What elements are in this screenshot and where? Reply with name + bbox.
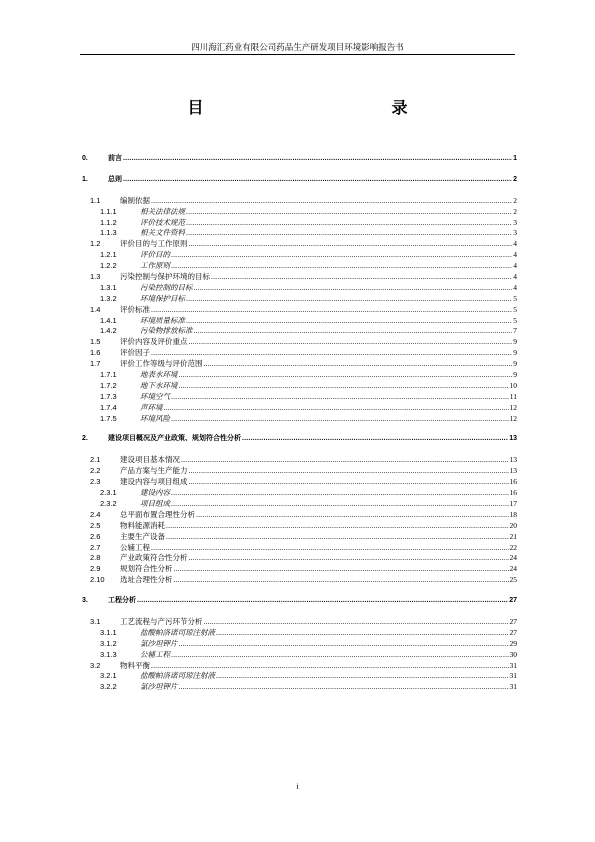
toc-leader-dots bbox=[151, 543, 509, 554]
toc-entry-page: 13 bbox=[509, 466, 517, 476]
toc-entry-title: 建设项目概况及产业政策、规划符合性分析 bbox=[108, 435, 241, 443]
toc-entry-number: 3.2.2 bbox=[100, 682, 117, 692]
toc-entry-number: 1.1.1 bbox=[100, 206, 117, 216]
toc-entry-number: 1.7.1 bbox=[100, 370, 117, 380]
toc-entry-page: 22 bbox=[509, 542, 517, 552]
toc-leader-dots bbox=[194, 326, 513, 337]
toc-entry-title: 评价标准 bbox=[120, 304, 150, 314]
toc-entry[interactable] bbox=[80, 326, 517, 337]
toc-entry[interactable] bbox=[80, 337, 517, 348]
toc-spacer bbox=[80, 186, 517, 196]
toc-entry-page: 12 bbox=[509, 402, 517, 412]
toc-entry-page: 31 bbox=[509, 682, 517, 692]
toc-entry-title: 环境风险 bbox=[140, 413, 170, 423]
toc-entry-title: 编制依据 bbox=[120, 195, 150, 205]
toc-spacer bbox=[80, 607, 517, 617]
toc-entry-page: 5 bbox=[513, 315, 517, 325]
toc-leader-dots bbox=[123, 154, 512, 165]
toc-leader-dots bbox=[151, 305, 512, 316]
toc-entry-title: 建设内容 bbox=[140, 488, 170, 498]
toc-entry[interactable] bbox=[80, 477, 517, 488]
toc-entry[interactable] bbox=[80, 403, 517, 414]
toc-entry-title: 产业政策符合性分析 bbox=[120, 553, 188, 563]
toc-leader-dots bbox=[171, 414, 509, 425]
toc-entry-page: 4 bbox=[513, 250, 517, 260]
toc-entry-number: 3.1.2 bbox=[100, 638, 117, 648]
toc-entry-number: 1.7.2 bbox=[100, 380, 117, 390]
toc-entry[interactable] bbox=[80, 575, 517, 586]
toc-entry-page: 4 bbox=[513, 239, 517, 249]
toc-entry-number: 1.7.3 bbox=[100, 391, 117, 401]
toc-entry-number: 3.2.1 bbox=[100, 671, 117, 681]
toc-leader-dots bbox=[186, 294, 512, 305]
toc-leader-dots bbox=[174, 575, 509, 586]
toc-leader-dots bbox=[186, 218, 512, 229]
toc-entry[interactable] bbox=[80, 510, 517, 521]
toc-entry-title: 评价内容及评价重点 bbox=[120, 337, 188, 347]
toc-entry-number: 2.2 bbox=[90, 466, 101, 476]
toc-entry[interactable] bbox=[80, 228, 517, 239]
toc-entry-page: 21 bbox=[509, 531, 517, 541]
toc-entry[interactable] bbox=[80, 154, 517, 165]
toc-entry-number: 1.7.4 bbox=[100, 402, 117, 412]
toc-entry-number: 3.2 bbox=[90, 660, 101, 670]
toc-entry-title: 评价技术规范 bbox=[140, 217, 185, 227]
toc-entry[interactable] bbox=[80, 671, 517, 682]
toc-entry[interactable] bbox=[80, 175, 517, 186]
toc-entry-title: 环境保护目标 bbox=[140, 293, 185, 303]
toc-entry-title: 总则 bbox=[108, 175, 122, 183]
toc-entry-title: 物料能源消耗 bbox=[120, 520, 165, 530]
toc-entry-title: 公辅工程 bbox=[140, 649, 170, 659]
toc-entry-title: 环境空气 bbox=[140, 391, 170, 401]
toc-entry-page: 10 bbox=[509, 380, 517, 390]
toc-entry-number: 2.3 bbox=[90, 477, 101, 487]
toc-spacer bbox=[80, 165, 517, 175]
toc-entry-title: 相关文件资料 bbox=[140, 228, 185, 238]
toc-entry-number: 2.8 bbox=[90, 553, 101, 563]
toc-entry-page: 17 bbox=[509, 498, 517, 508]
toc-leader-dots bbox=[194, 283, 513, 294]
toc-leader-dots bbox=[123, 175, 512, 186]
toc-leader-dots bbox=[166, 532, 509, 543]
toc-leader-dots bbox=[151, 661, 509, 672]
toc-entry-number: 1.5 bbox=[90, 337, 101, 347]
toc-entry-page: 3 bbox=[513, 228, 517, 238]
toc-entry-page: 20 bbox=[509, 520, 517, 530]
toc-entry[interactable] bbox=[80, 596, 517, 607]
toc-entry-title: 氯沙坦钾片 bbox=[140, 638, 178, 648]
toc-entry-title: 建设项目基本情况 bbox=[120, 455, 180, 465]
toc-entry[interactable] bbox=[80, 661, 517, 672]
toc-entry-title: 工艺流程与产污环节分析 bbox=[120, 616, 203, 626]
toc-entry-page: 5 bbox=[513, 293, 517, 303]
toc-leader-dots bbox=[179, 381, 509, 392]
toc-entry[interactable] bbox=[80, 499, 517, 510]
toc-entry[interactable] bbox=[80, 532, 517, 543]
toc-entry-page: 3 bbox=[513, 217, 517, 227]
toc-entry-page: 12 bbox=[509, 413, 517, 423]
toc-entry-number: 1.1.2 bbox=[100, 217, 117, 227]
toc-entry-page: 27 bbox=[509, 616, 517, 626]
toc-entry-number: 2.4 bbox=[90, 509, 101, 519]
toc-entry-title: 相关法律法规 bbox=[140, 206, 185, 216]
toc-entry[interactable] bbox=[80, 488, 517, 499]
toc-entry-page: 2 bbox=[513, 195, 517, 205]
toc-entry-number: 1.7.5 bbox=[100, 413, 117, 423]
toc-entry-title: 前言 bbox=[108, 155, 122, 162]
toc-entry-page: 13 bbox=[509, 435, 517, 443]
toc-entry-title: 主要生产设备 bbox=[120, 531, 165, 541]
toc-entry-title: 物料平衡 bbox=[120, 660, 150, 670]
toc-leader-dots bbox=[189, 466, 509, 477]
toc-entry[interactable] bbox=[80, 564, 517, 575]
toc-leader-dots bbox=[174, 564, 509, 575]
toc-entry-page: 7 bbox=[513, 326, 517, 336]
toc-entry[interactable] bbox=[80, 359, 517, 370]
toc-entry-number: 1.3.2 bbox=[100, 293, 117, 303]
toc-entry[interactable] bbox=[80, 628, 517, 639]
toc-entry-title: 盐酸帕洛诺司琼注射液 bbox=[140, 671, 215, 681]
toc-leader-dots bbox=[171, 261, 512, 272]
toc-entry-number: 1.2.1 bbox=[100, 250, 117, 260]
toc-entry[interactable] bbox=[80, 682, 517, 693]
toc-leader-dots bbox=[151, 348, 512, 359]
toc-entry-number: 2.7 bbox=[90, 542, 101, 552]
toc-entry-title: 选址合理性分析 bbox=[120, 575, 173, 585]
toc-entry-number: 2.5 bbox=[90, 520, 101, 530]
toc-entry[interactable] bbox=[80, 639, 517, 650]
toc-entry[interactable] bbox=[80, 381, 517, 392]
toc-leader-dots bbox=[164, 403, 509, 414]
toc-leader-dots bbox=[179, 639, 509, 650]
toc-entry-page: 4 bbox=[513, 282, 517, 292]
toc-leader-dots bbox=[189, 553, 509, 564]
toc-entry-page: 9 bbox=[513, 337, 517, 347]
toc-entry-number: 1.4 bbox=[90, 304, 101, 314]
toc-entry-page: 24 bbox=[509, 564, 517, 574]
toc-leader-dots bbox=[171, 499, 509, 510]
toc-entry-number: 1.7 bbox=[90, 359, 101, 369]
toc-entry-title: 工作原则 bbox=[140, 261, 170, 271]
toc-entry[interactable] bbox=[80, 305, 517, 316]
toc-entry-title: 污染控制与保护环境的目标 bbox=[120, 272, 210, 282]
toc-entry[interactable] bbox=[80, 283, 517, 294]
toc-entry-number: 1.6 bbox=[90, 348, 101, 358]
toc-leader-dots bbox=[189, 239, 513, 250]
toc-entry-number: 2. bbox=[82, 435, 88, 443]
toc-entry-number: 1.2 bbox=[90, 239, 101, 249]
toc-entry-page: 25 bbox=[509, 575, 517, 585]
toc-leader-dots bbox=[179, 682, 509, 693]
toc-entry-page: 5 bbox=[513, 304, 517, 314]
table-of-contents bbox=[80, 154, 517, 693]
toc-entry-number: 2.1 bbox=[90, 455, 101, 465]
toc-entry[interactable] bbox=[80, 272, 517, 283]
toc-leader-dots bbox=[189, 337, 513, 348]
toc-entry-title: 环境质量标准 bbox=[140, 315, 185, 325]
toc-entry-number: 1.4.2 bbox=[100, 326, 117, 336]
toc-entry-number: 0. bbox=[82, 155, 88, 162]
toc-entry-page: 16 bbox=[509, 488, 517, 498]
toc-leader-dots bbox=[242, 434, 508, 445]
toc-entry[interactable] bbox=[80, 207, 517, 218]
toc-entry-page: 1 bbox=[513, 155, 517, 162]
toc-entry-number: 2.9 bbox=[90, 564, 101, 574]
toc-spacer bbox=[80, 445, 517, 455]
page-number: i bbox=[296, 782, 299, 791]
toc-entry-title: 氯沙坦钾片 bbox=[140, 682, 178, 692]
toc-leader-dots bbox=[216, 671, 509, 682]
toc-entry-title: 地表水环境 bbox=[140, 370, 178, 380]
toc-entry-number: 2.10 bbox=[90, 575, 105, 585]
toc-entry-page: 9 bbox=[513, 359, 517, 369]
toc-entry[interactable] bbox=[80, 434, 517, 445]
toc-entry[interactable] bbox=[80, 553, 517, 564]
toc-leader-dots bbox=[171, 650, 509, 661]
toc-entry[interactable] bbox=[80, 455, 517, 466]
toc-entry[interactable] bbox=[80, 392, 517, 403]
toc-entry-page: 31 bbox=[509, 660, 517, 670]
toc-entry[interactable] bbox=[80, 521, 517, 532]
toc-entry-page: 9 bbox=[513, 348, 517, 358]
toc-leader-dots bbox=[186, 228, 512, 239]
toc-leader-dots bbox=[186, 207, 512, 218]
toc-entry-number: 1.3 bbox=[90, 272, 101, 282]
toc-leader-dots bbox=[186, 316, 512, 327]
toc-entry[interactable] bbox=[80, 348, 517, 359]
toc-entry-title: 评价目的 bbox=[140, 250, 170, 260]
toc-leader-dots bbox=[196, 510, 509, 521]
toc-entry-page: 27 bbox=[509, 597, 517, 605]
toc-entry-page: 11 bbox=[509, 391, 517, 401]
toc-entry-page: 9 bbox=[513, 370, 517, 380]
toc-entry[interactable] bbox=[80, 316, 517, 327]
toc-leader-dots bbox=[216, 628, 509, 639]
toc-entry-title: 评价因子 bbox=[120, 348, 150, 358]
toc-entry-page: 2 bbox=[513, 175, 517, 183]
toc-entry[interactable] bbox=[80, 250, 517, 261]
toc-entry-page: 29 bbox=[509, 638, 517, 648]
toc-entry-page: 27 bbox=[509, 627, 517, 637]
toc-entry[interactable] bbox=[80, 261, 517, 272]
toc-leader-dots bbox=[171, 392, 509, 403]
toc-entry-number: 2.3.2 bbox=[100, 498, 117, 508]
toc-spacer bbox=[80, 424, 517, 434]
toc-leader-dots bbox=[137, 596, 508, 607]
toc-entry-number: 3.1.1 bbox=[100, 627, 117, 637]
toc-entry-page: 16 bbox=[509, 477, 517, 487]
toc-leader-dots bbox=[179, 370, 513, 381]
toc-entry-page: 2 bbox=[513, 206, 517, 216]
toc-entry-title: 评价工作等级与评价范围 bbox=[120, 359, 203, 369]
toc-entry-number: 2.3.1 bbox=[100, 488, 117, 498]
toc-entry-title: 总平面布置合理性分析 bbox=[120, 509, 195, 519]
toc-entry-page: 18 bbox=[509, 509, 517, 519]
toc-leader-dots bbox=[151, 196, 512, 207]
toc-entry-number: 1.3.1 bbox=[100, 282, 117, 292]
toc-entry[interactable] bbox=[80, 414, 517, 425]
toc-entry-page: 31 bbox=[509, 671, 517, 681]
toc-entry[interactable] bbox=[80, 617, 517, 628]
toc-entry[interactable] bbox=[80, 543, 517, 554]
toc-entry-title: 地下水环境 bbox=[140, 380, 178, 390]
toc-leader-dots bbox=[204, 359, 513, 370]
toc-entry[interactable] bbox=[80, 196, 517, 207]
toc-entry-number: 2.6 bbox=[90, 531, 101, 541]
toc-entry[interactable] bbox=[80, 370, 517, 381]
toc-entry-number: 1.1 bbox=[90, 195, 101, 205]
toc-entry-title: 污染控制的目标 bbox=[140, 282, 193, 292]
toc-entry-number: 1.1.3 bbox=[100, 228, 117, 238]
toc-entry-number: 3.1.3 bbox=[100, 649, 117, 659]
toc-entry-title: 规划符合性分析 bbox=[120, 564, 173, 574]
toc-entry[interactable] bbox=[80, 466, 517, 477]
page-title: 目 录 bbox=[187, 98, 460, 117]
toc-leader-dots bbox=[166, 521, 509, 532]
toc-entry-title: 评价目的与工作原则 bbox=[120, 239, 188, 249]
toc-leader-dots bbox=[171, 488, 509, 499]
toc-entry-title: 工程分析 bbox=[108, 597, 136, 605]
running-header: 四川海汇药业有限公司药品生产研发项目环境影响报告书 bbox=[80, 40, 515, 55]
toc-entry[interactable] bbox=[80, 650, 517, 661]
toc-entry-title: 声环境 bbox=[140, 402, 163, 412]
toc-entry-page: 24 bbox=[509, 553, 517, 563]
toc-entry-title: 产品方案与生产能力 bbox=[120, 466, 188, 476]
toc-entry-page: 30 bbox=[509, 649, 517, 659]
toc-entry-title: 项目组成 bbox=[140, 498, 170, 508]
toc-entry-title: 建设内容与项目组成 bbox=[120, 477, 188, 487]
toc-entry-title: 污染物排放标准 bbox=[140, 326, 193, 336]
toc-entry-number: 3.1 bbox=[90, 616, 101, 626]
toc-entry-title: 公辅工程 bbox=[120, 542, 150, 552]
toc-entry[interactable] bbox=[80, 294, 517, 305]
toc-leader-dots bbox=[181, 455, 509, 466]
toc-leader-dots bbox=[171, 250, 512, 261]
toc-entry[interactable] bbox=[80, 218, 517, 229]
toc-entry-page: 13 bbox=[509, 455, 517, 465]
toc-entry-page: 4 bbox=[513, 261, 517, 271]
toc-leader-dots bbox=[204, 617, 509, 628]
toc-entry-page: 4 bbox=[513, 272, 517, 282]
toc-leader-dots bbox=[189, 477, 509, 488]
toc-leader-dots bbox=[211, 272, 512, 283]
toc-entry-number: 1. bbox=[82, 175, 88, 183]
toc-spacer bbox=[80, 586, 517, 596]
toc-entry-number: 1.2.2 bbox=[100, 261, 117, 271]
toc-entry-number: 3. bbox=[82, 597, 88, 605]
toc-entry-title: 盐酸帕洛诺司琼注射液 bbox=[140, 627, 215, 637]
toc-entry[interactable] bbox=[80, 239, 517, 250]
toc-entry-number: 1.4.1 bbox=[100, 315, 117, 325]
